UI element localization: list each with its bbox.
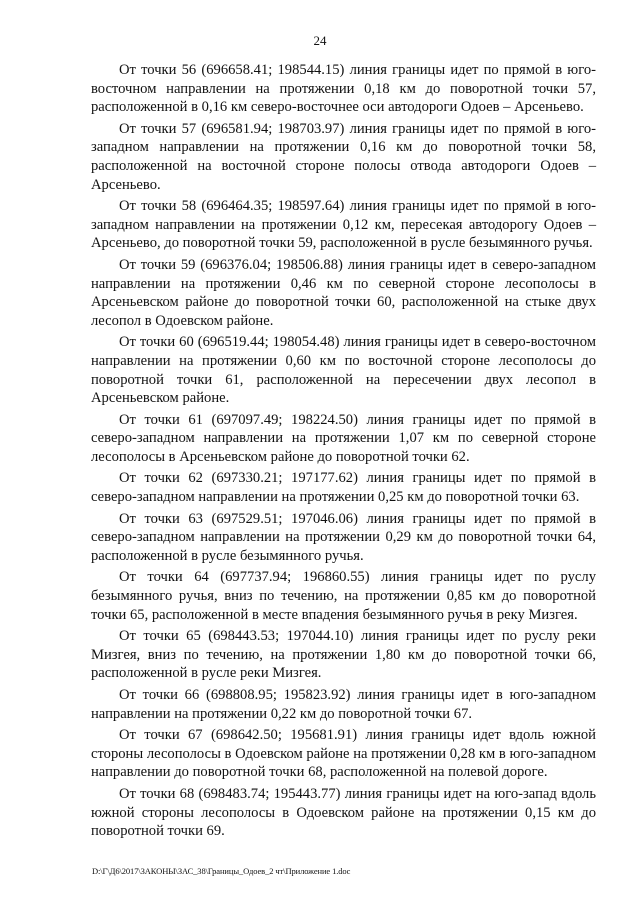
paragraph-point-57: От точки 57 (696581.94; 198703.97) линия границы идет по прямой в юго-западном направлении на протяжении 0,16 км до поворотной точки 58, расположенной на восточной стороне полосы отвода автодороги Одоев – Арсеньево. <box>91 120 596 193</box>
paragraph-point-63: От точки 63 (697529.51; 197046.06) линия границы идет по прямой в северо-западном направлении на протяжении 0,29 км до поворотной точки 64, расположенной в русле безымянного ручья. <box>91 510 596 564</box>
paragraph-point-68: От точки 68 (698483.74; 195443.77) линия границы идет на юго-запад вдоль южной стороны лесополосы в Одоевском районе на протяжении 0,15 км до поворотной точки 69. <box>91 785 596 840</box>
footer-file-path: D:\Г\Д6\2017\ЗАКОНЫ\ЗАС_38\Границы_Одоев_2 чт\Приложение 1.doc <box>92 866 351 876</box>
paragraph-point-65: От точки 65 (698443.53; 197044.10) линия границы идет по руслу реки Мизгея, вниз по течению, на протяжении 1,80 км до поворотной точки 66, расположенной в русле реки Мизгея. <box>91 628 596 682</box>
paragraph-point-59: От точки 59 (696376.04; 198506.88) линия границы идет в северо-западном направлении на протяжении 0,46 км по северной стороне лесополосы в Арсеньевском районе до поворотной точки 60, расположенной на стыке двух лесопол в Одоевском районе. <box>91 256 596 329</box>
paragraph-point-62: От точки 62 (697330.21; 197177.62) линия границы идет по прямой в северо-западном направлении на протяжении 0,25 км до поворотной точки 63. <box>91 470 596 506</box>
paragraph-point-60: От точки 60 (696519.44; 198054.48) линия границы идет в северо-восточном направлении на протяжении 0,60 км по восточной стороне лесополосы до поворотной точки 61, расположенной на пересечении двух лесопол в Арсеньевском районе. <box>91 334 596 407</box>
paragraph-point-67: От точки 67 (698642.50; 195681.91) линия границы идет вдоль южной стороны лесополосы в Одоевском районе на протяжении 0,28 км в юго-западном направлении до поворотной точки 68, расположенной на полевой дороге. <box>91 727 596 781</box>
page-number: 24 <box>313 33 327 48</box>
paragraph-point-64: От точки 64 (697737.94; 196860.55) линия границы идет по руслу безымянного ручья, вниз по течению, на протяжении 0,85 км до поворотной точки 65, расположенной в месте впадения безымянного ручья в реку Мизгея. <box>91 569 596 623</box>
paragraph-point-61: От точки 61 (697097.49; 198224.50) линия границы идет по прямой в северо-западном направлении на протяжении 1,07 км по северной стороне лесополосы в Арсеньевском районе до поворотной точки 62. <box>91 411 596 465</box>
paragraph-point-58: От точки 58 (696464.35; 198597.64) линия границы идет по прямой в юго-западном направлении на протяжении 0,12 км, пересекая автодорогу Одоев – Арсеньево, до поворотной точки 59, расположенной в русле безымянного ручья. <box>91 198 596 252</box>
paragraph-point-56: От точки 56 (696658.41; 198544.15) линия границы идет по прямой в юго-восточном направлении на протяжении 0,18 км до поворотной точки 57, расположенной в 0,16 км северо-восточнее оси автодороги Одоев – Арсеньево. <box>91 62 596 116</box>
document-body <box>91 61 596 844</box>
paragraph-point-66: От точки 66 (698808.95; 195823.92) линия границы идет в юго-западном направлении на протяжении 0,22 км до поворотной точки 67. <box>91 687 596 722</box>
